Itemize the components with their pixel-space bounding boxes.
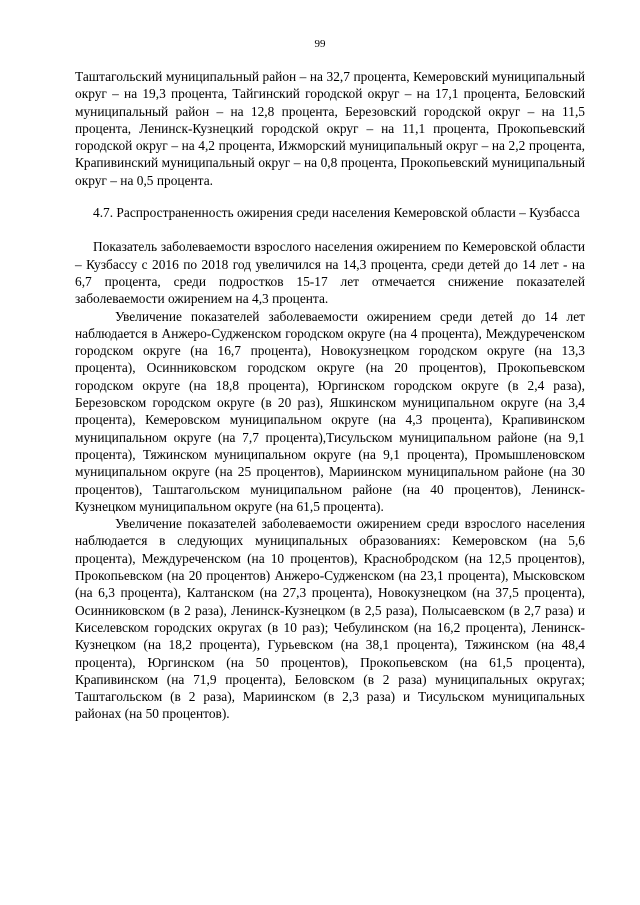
- document-body: [75, 68, 585, 723]
- paragraph-children-increase: Увеличение показателей заболеваемости ожирением среди детей до 14 лет наблюдается в Анжеро-Судженском городском округе (на 4 процента), Междуреченском городском округе (на 16,7 процента), Новокузнецком городском округе (на 13,3 процента), Осинниковском городском округе (на 20 процентов), Прокопьевском городском округе (на 18,8 процента), Юргинском городском округе (в 2,4 раза), Березовском городском округе (в 20 раз), Яшкинском муниципальном округе (на 3,4 процента), Кемеровском муниципальном округе (на 4,3 процента), Крапивинском муниципальном округе (на 7,7 процента),Тисульском муниципальном районе (на 9,1 процента), Тяжинском муниципальном округе (на 9,1 процента), Промышленовском муниципальном округе (на 25 процентов), Мариинском муниципальном районе (на 30 процентов), Таштагольском муниципальном районе (на 40 процентов), Ленинск-Кузнецком муниципальном округе (на 61,5 процента).: [75, 308, 585, 514]
- paragraph-adult-children-overview: Показатель заболеваемости взрослого населения ожирением по Кемеровской области – Кузбассу с 2016 по 2018 год увеличился на 14,3 процента, среди детей до 14 лет - на 6,7 процента, среди подростков 15-17 лет отмечается снижение показателей заболеваемости ожирением на 4,3 процента.: [75, 239, 585, 307]
- paragraph-adult-increase: Увеличение показателей заболеваемости ожирением среди взрослого населения наблюдается в следующих муниципальных образованиях: Кемеровском (на 5,6 процента), Междуреченском (на 10 процентов), Краснобродском (на 12,5 процентов), Прокопьевском (на 20 процентов) Анжеро-Судженском (на 23,1 процента), Мысковском (на 6,3 процента), Калтанском (на 27,3 процента), Новокузнецком (на 37,5 процента), Осинниковском (в 2 раза), Ленинск-Кузнецком (в 2,5 раза), Полысаевском (в 2,7 раза) и Киселевском городских округах (в 10 раз); Чебулинском (на 16,2 процента), Ленинск-Кузнецком (на 18,2 процента), Гурьевском (на 38,1 процента), Тяжинском (на 48,4 процента), Юргинском (на 50 процентов), Прокопьевском (на 61,5 процента), Крапивинском (на 71,9 процента), Беловском (в 2 раза) муниципальных округах; Таштагольском (в 2 раза), Мариинском (в 2,3 раза) и Тисульском муниципальных районах (на 50 процентов).: [75, 516, 585, 722]
- intro-paragraph: Таштагольский муниципальный район – на 32,7 процента, Кемеровский муниципальный округ – на 19,3 процента, Тайгинский городской округ – на 17,1 процента, Беловский муниципальный район – на 12,8 процента, Березовский городской округ – на 11,5 процента, Ленинск-Кузнецкий городской округ – на 11,1 процента, Прокопьевский городской округ – на 4,2 процента, Ижморский муниципальный округ – на 2,2 процента, Крапивинский муниципальный округ – на 0,8 процента, Прокопьевский муниципальный округ – на 0,5 процента.: [75, 69, 585, 188]
- page-number: 99: [314, 38, 326, 50]
- section-heading: 4.7. Распространенность ожирения среди населения Кемеровской области – Кузбасса: [93, 205, 580, 221]
